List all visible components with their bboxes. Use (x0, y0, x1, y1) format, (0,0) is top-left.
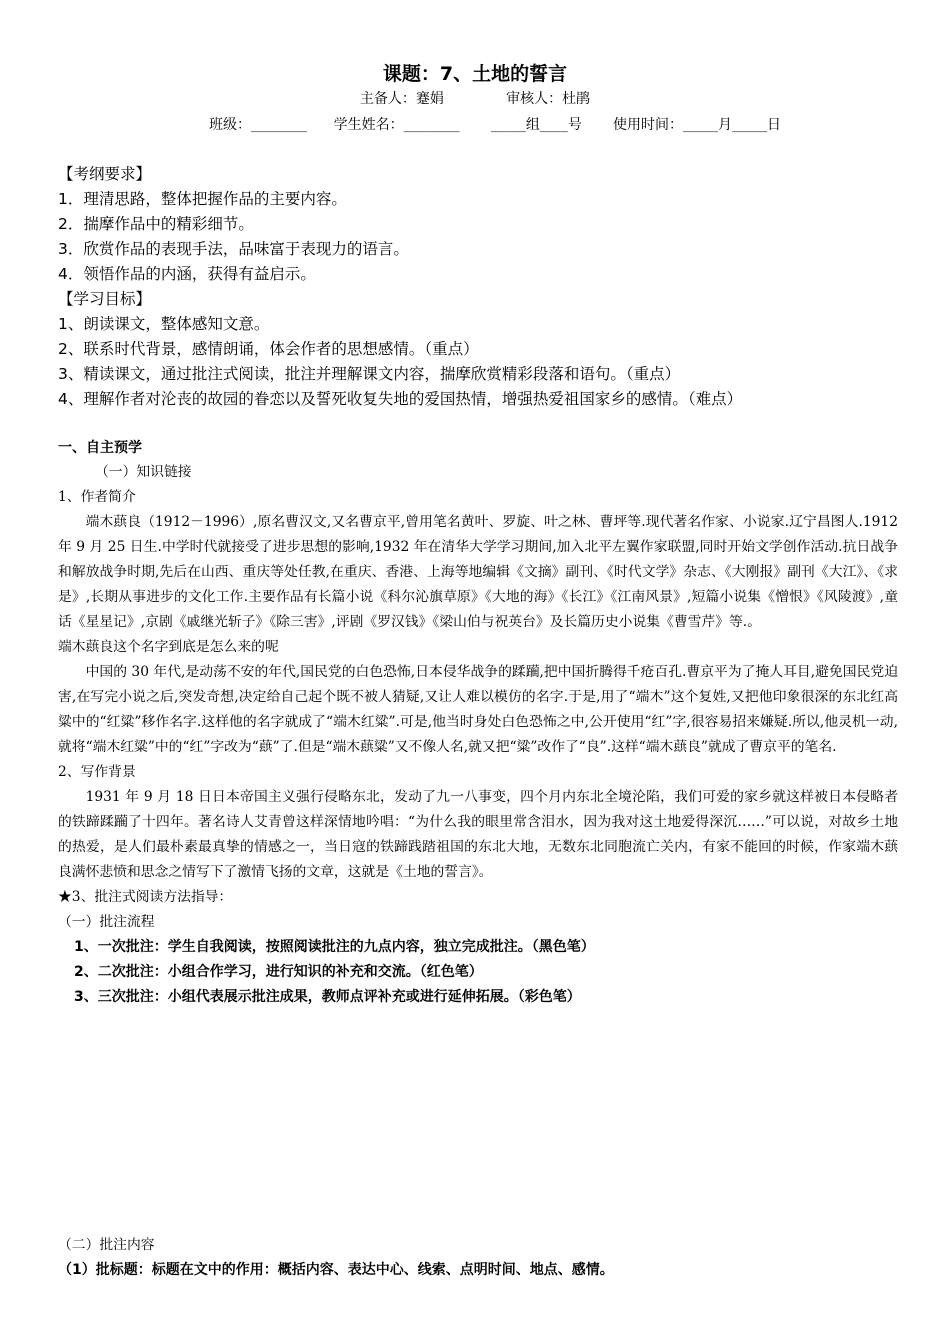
flow-item: 2、二次批注：小组合作学习，进行知识的补充和交流。（红色笔） (74, 964, 483, 980)
background-text: 1931 年 9 月 18 日日本帝国主义强行侵略东北，发动了九一八事变，四个月内东北全境沦陷，我们可爱的家乡就这样被日本侵略者的铁蹄蹂躏了十四年。著名诗人艾青曾这样深情地吟唱：“为什么我的眼里常含泪水，因为我对这土地爱得深沉……”可以说，对故乡土地的热爱，是人们最朴素最真挚的情感之一，当日寇的铁蹄践踏祖国的东北大地，无数东北同胞流亡关内，有家不能回的时候，作家端木蕻良满怀悲愤和思念之情写下了激情飞扬的文章，这就是《土地的誓言》。 (58, 789, 898, 880)
background-heading: 2、写作背景 (58, 764, 136, 780)
name-origin-text: 中国的 30 年代,是动荡不安的年代,国民党的白色恐怖,日本侵华战争的蹂躏,把中国折腾得千疮百孔.曹京平为了掩人耳目,避免国民党迫害,在写完小说之后,突发奇想,决定给自己起个既不被人猜疑,又让人难以模仿的名字.于是,用了“端木”这个复姓,又把他印象很深的东北红高粱中的“红粱”移作名字.这样他的名字就成了“端木红粱”.可是,他当时身处白色恐怖之中,公开使用“红”字,很容易招来嫌疑.所以,他灵机一动,就将“端木红粱”中的“红”字改为“蕻”了.但是“端木蕻粱”又不像人名,就又把“粱”改作了“良”.这样“端木蕻良”就成了曹京平的笔名. (58, 664, 898, 755)
knowledge-link-heading: （一）知识链接 (95, 464, 192, 480)
document-title: 课题：7、土地的誓言 (382, 63, 568, 85)
flow-heading: （一）批注流程 (58, 914, 155, 930)
objective-item: 2、联系时代背景，感情朗诵，体会作者的思想感情。（重点） (58, 340, 479, 358)
requirement-item: 4．领悟作品的内涵，获得有益启示。 (58, 265, 316, 283)
annotation-content-item: （1）批标题：标题在文中的作用：概括内容、表达中心、线索、点明时间、地点、感情。 (58, 1262, 614, 1278)
preview-heading: 一、自主预学 (58, 440, 142, 456)
requirement-item: 3．欣赏作品的表现手法，品味富于表现力的语言。 (58, 240, 409, 258)
flow-item: 3、三次批注：小组代表展示批注成果，教师点评补充或进行延伸拓展。（彩色笔） (74, 989, 581, 1005)
objective-item: 4、理解作者对沦丧的故园的眷恋以及誓死收复失地的爱国热情，增强热爱祖国家乡的感情。（难点） (58, 390, 743, 408)
requirement-item: 2．揣摩作品中的精彩细节。 (58, 215, 254, 233)
method-heading: ★3、批注式阅读方法指导： (58, 889, 233, 905)
authors-line: 主备人：蹇娟 审核人：杜鹃 (359, 91, 591, 107)
objective-item: 1、朗读课文，整体感知文意。 (58, 315, 270, 333)
student-info-line: 班级：________ 学生姓名：________ _____组____号 使用时间：_____月_____日 (208, 117, 781, 133)
objective-item: 3、精读课文，通过批注式阅读，批注并理解课文内容，揣摩欣赏精彩段落和语句。（重点） (58, 365, 681, 383)
flow-item: 1、一次批注：学生自我阅读，按照阅读批注的九点内容，独立完成批注。（黑色笔） (74, 939, 595, 955)
annotation-content-section (58, 1233, 898, 1283)
author-intro-heading: 1、作者简介 (58, 489, 136, 505)
annotation-content-heading: （二）批注内容 (58, 1237, 155, 1253)
requirements-section (58, 162, 898, 412)
author-intro-text: 端木蕻良（1912－1996）,原名曹汉文,又名曹京平,曾用笔名黄叶、罗旋、叶之林、曹坪等.现代著名作家、小说家.辽宁昌图人.1912 年 9 月 25 日生.中学时代就接受了进步思想的影响,1932 年在清华大学学习期间,加入北平左翼作家联盟,同时开始文学创作活动.抗日战争和解放战争时期,先后在山西、重庆等处任教,在重庆、香港、上海等地编辑《文摘》副刊、《时代文学》杂志、《大刚报》副刊《大江》、《求是》,长期从事进步的文化工作.主要作品有长篇小说《科尔沁旗草原》《大地的海》《长江》《江南风景》,短篇小说集《憎恨》《风陵渡》,童话《星星记》,京剧《戚继光斩子》《除三害》,评剧《罗汉钱》《梁山伯与祝英台》及长篇历史小说集《曹雪芹》等.。 (58, 514, 898, 630)
requirements-heading: 【考纲要求】 (58, 165, 152, 183)
requirement-item: 1．理清思路，整体把握作品的主要内容。 (58, 190, 347, 208)
objectives-heading: 【学习目标】 (58, 290, 152, 308)
preview-body (58, 460, 898, 1010)
name-origin-question: 端木蕻良这个名字到底是怎么来的呢 (58, 639, 279, 655)
